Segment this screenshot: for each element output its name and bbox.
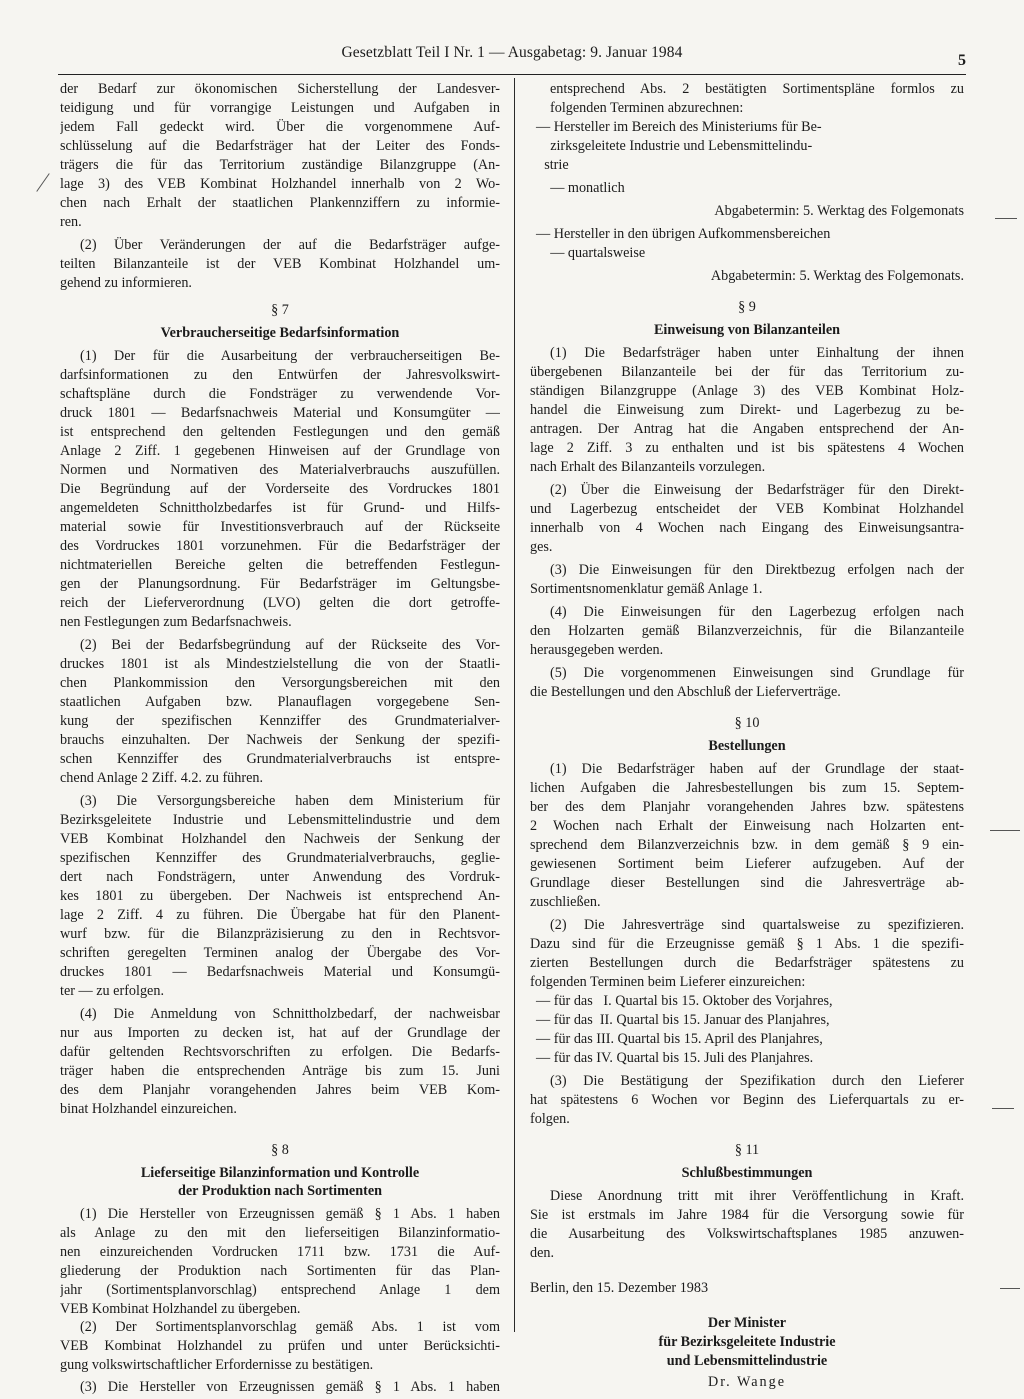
left-text-line: wurf bzw. für die Bilanzpräzisierung zu den in Rechtsvor- — [60, 926, 500, 942]
right-text-line: folgen. — [530, 1111, 570, 1127]
left-text-line: des dem Planjahr vorangehenden Jahres beim VEB Kom- — [60, 1082, 500, 1098]
margin-mark — [36, 173, 49, 192]
right-text-line: gewiesenen Sortiment beim Lieferer aufzugeben. Auf der — [530, 856, 964, 872]
right-text-line: — quartalsweise — [536, 245, 646, 261]
left-text-line: als Anlage zu den mit den lieferseitigen Bilanzinformatio- — [60, 1225, 500, 1241]
left-text-line: binat Holzhandel einzureichen. — [60, 1101, 237, 1117]
left-text-line: reich der Lieferverordnung (LVO) gelten die dort getroffe- — [60, 595, 500, 611]
right-text-line: 2 Wochen nach Erhalt der Einweisung nach Holzarten ent- — [530, 818, 964, 834]
left-text-line: gung volkswirtschaftlicher Erfordernisse zu bestätigen. — [60, 1357, 374, 1373]
left-text-line: kes 1801 zu übergeben. Der Nachweis ist entsprechend An- — [60, 888, 500, 904]
page-header — [58, 38, 966, 75]
left-text-line: nur aus Importen zu decken ist, hat auf der Grundlage der — [60, 1025, 500, 1041]
left-text-line: gliederung der Produktion nach Sortimenten für das Plan- — [60, 1263, 500, 1279]
right-text-line: ständigen Bilanzgruppe (Anlage 3) des VEB Kombinat Holz- — [530, 383, 964, 399]
left-text-line: der Produktion nach Sortimenten — [177, 1183, 383, 1199]
left-text-line: (2) Bei der Bedarfsbegründung auf der Rückseite des Vor- — [80, 637, 500, 653]
right-text-line: handel die Einweisung zum Direkt- und Lagerbezug zu be- — [530, 402, 964, 418]
left-text-line: teidigung und für vorrangige Leistungen und Aufgaben in — [60, 100, 500, 116]
right-text-line: für Bezirksgeleitete Industrie — [658, 1334, 836, 1350]
left-text-line: (4) Die Anmeldung von Schnittholzbedarf, der nachweisbar — [80, 1006, 500, 1022]
left-text-line: staatlichen Aufgaben bzw. Planauflagen vorgegebene Sen- — [60, 694, 500, 710]
right-text-line: nach Erhalt des Bilanzanteils vorzulegen. — [530, 459, 766, 475]
left-text-line: VEB Kombinat Holzhandel zu übergeben. — [60, 1301, 301, 1317]
left-text-line: nichtmateriellen Bereiche gelten die betreffenden Festlegun- — [60, 557, 500, 573]
left-text-line: chend Anlage 2 Ziff. 4.2. zu führen. — [60, 770, 264, 786]
left-text-line: druckes 1801 — Bedarfsnachweis Material und Konsumgü- — [60, 964, 500, 980]
left-text-line: nen einzureichenden Vordrucken 1711 bzw. 1731 die Auf- — [60, 1244, 500, 1260]
right-text-line: entsprechend Abs. 2 bestätigten Sortimentspläne formlos zu — [550, 81, 964, 97]
margin-mark — [1000, 1288, 1020, 1289]
right-text-line: § 11 — [734, 1142, 760, 1158]
right-text-line: — für das IV. Quartal bis 15. Juli des Planjahres. — [536, 1050, 814, 1066]
left-text-line: Die Begründung auf der Vorderseite des Vordruckes 1801 — [60, 481, 500, 497]
right-text-line: sprechend dem Bilanzverzeichnis bzw. in dem gemäß § 9 ein- — [530, 837, 964, 853]
left-text-line: gen der Planungsordnung. Für Bedarfsträger im Geltungsbe- — [60, 576, 500, 592]
left-text-line: lage 3) des VEB Kombinat Holzhandel innerhalb von 2 Wo- — [60, 176, 500, 192]
left-text-line: spezifischen Kennziffer des Grundmaterialverbrauchs, geglie- — [60, 850, 500, 866]
left-text-line: des Vordruckes 1801 vorzunehmen. Für die Bedarfsträger der — [60, 538, 500, 554]
right-text-line: (5) Die vorgenommenen Einweisungen sind Grundlage für — [550, 665, 964, 681]
left-text-line: ist entsprechend den geltenden Festlegungen und den gemäß — [60, 424, 500, 440]
right-text-line: — für das III. Quartal bis 15. April des Planjahres, — [536, 1031, 823, 1047]
right-text-line: ber des dem Planjahr vorangehenden Jahres bzw. spätestens — [530, 799, 964, 815]
left-text-line: Verbraucherseitige Bedarfsinformation — [160, 325, 400, 341]
right-text-line: und Lagerbezug entscheidet der VEB Kombinat Holzhandel — [530, 501, 964, 517]
left-text-line: Anlage 2 Ziff. 1 gegebenen Hinweisen auf der Grundlage von — [60, 443, 500, 459]
right-text-line: (4) Die Einweisungen für den Lagerbezug erfolgen nach — [550, 604, 964, 620]
right-text-line: übergebenen Bilanzanteile bei der für das Territorium zu- — [530, 364, 964, 380]
right-text-line: — Hersteller in den übrigen Aufkommensbereichen — [536, 226, 831, 242]
right-text-line: zirksgeleitete Industrie und Lebensmittelindu- — [536, 138, 813, 154]
left-text-line: schlüsselung auf die Bedarfsträger hat der Leiter des Fonds- — [60, 138, 500, 154]
left-text-line: (3) Die Hersteller von Erzeugnissen gemäß § 1 Abs. 1 haben — [80, 1379, 500, 1395]
right-text-line: (3) Die Einweisungen für den Direktbezug erfolgen nach der — [550, 562, 964, 578]
right-text-line: Diese Anordnung tritt mit ihrer Veröffentlichung in Kraft. — [550, 1188, 964, 1204]
right-text-line: den. — [530, 1245, 555, 1261]
left-text-line: § 8 — [271, 1142, 289, 1158]
left-text-line: der Bedarf zur ökonomischen Sicherstellung der Landesver- — [60, 81, 500, 97]
left-text-line: lage 2 Ziff. 4 zu führen. Die Übergabe hat für den Planent- — [60, 907, 500, 923]
left-text-line: dafür geltenden Rechtsvorschriften zu erfolgen. Die Bedarfs- — [60, 1044, 500, 1060]
right-text-line: zuschließen. — [530, 894, 601, 910]
right-text-line: Berlin, den 15. Dezember 1983 — [530, 1280, 709, 1296]
column-divider — [514, 78, 515, 1332]
left-text-line: jedem Fall gedeckt wird. Über die vorgenommene Auf- — [60, 119, 500, 135]
right-text-line: Schlußbestimmungen — [681, 1165, 813, 1181]
header-title: Gesetzblatt Teil I Nr. 1 — Ausgabetag: 9. Januar 1984 — [341, 44, 683, 61]
right-text-line: die Bestellungen und den Abschluß der Lieferverträge. — [530, 684, 841, 700]
left-text-line: chen Plankommission den Versorgungsbereichen mit den — [60, 675, 500, 691]
left-text-line: teilten Bilanzanteile ist der VEB Kombinat Holzhandel um- — [60, 256, 500, 272]
right-text-line: folgenden Terminen abzurechnen: — [550, 100, 744, 116]
left-text-line: trägers die für das Territorium zuständige Bilanzgruppe (An- — [60, 157, 500, 173]
right-text-line: folgenden Terminen beim Lieferer einzureichen: — [530, 974, 806, 990]
left-text-line: druck 1801 — Bedarfsnachweis Material und Konsumgüter — — [60, 405, 500, 421]
margin-mark — [990, 830, 1020, 831]
right-text-line: (2) Die Jahresverträge sind quartalsweise zu spezifizieren. — [550, 917, 964, 933]
right-text-line: zierten Bestellungen durch die Bedarfsträger spätestens zu — [530, 955, 964, 971]
left-text-line: angemeldeten Schnittholzbedarfes ist für Grund- und Hilfs- — [60, 500, 500, 516]
right-text-line: lage 2 Ziff. 3 zu enthalten und ist bis spätestens 4 Wochen — [530, 440, 964, 456]
right-text-line: Grundlage dieser Bestellungen sind die Jahresverträge ab- — [530, 875, 964, 891]
right-text-line: herausgegeben werden. — [530, 642, 664, 658]
left-text-line: (2) Der Sortimentsplanvorschlag gemäß Abs. 1 ist vom — [80, 1319, 500, 1335]
right-text-line: — für das I. Quartal bis 15. Oktober des Vorjahres, — [536, 993, 833, 1009]
left-text-line: jahr (Sortimentsplanvorschlag) entsprechend Anlage 1 dem — [60, 1282, 500, 1298]
right-text-line: Dazu sind für die Erzeugnisse gemäß § 1 Abs. 1 die spezifi- — [530, 936, 964, 952]
left-text-line: nen Festlegungen zum Bedarfsnachweis. — [60, 614, 292, 630]
left-text-line: schen Kennziffer des Grundmaterialverbrauchs ist entspre- — [60, 751, 500, 767]
left-text-line: schaftspläne durch die Fondsträger zu verwendende Vor- — [60, 386, 500, 402]
right-text-line: Einweisung von Bilanzanteilen — [653, 322, 841, 338]
page-number: 5 — [958, 52, 966, 69]
left-text-line: ren. — [60, 214, 82, 230]
left-text-line: § 7 — [271, 302, 289, 318]
right-text-line: § 9 — [738, 299, 756, 315]
left-text-line: (3) Die Versorgungsbereiche haben dem Ministerium für — [80, 793, 500, 809]
left-text-line: (2) Über Veränderungen der auf die Bedarfsträger aufge- — [80, 237, 500, 253]
right-text-line: Abgabetermin: 5. Werktag des Folgemonats. — [710, 268, 964, 284]
left-text-line: material sowie für Investitionsverbrauch auf der Rückseite — [60, 519, 500, 535]
left-text-line: ter — zu erfolgen. — [60, 983, 164, 999]
left-text-line: brauchs einzuhalten. Der Nachweis der Senkung der spezifi- — [60, 732, 500, 748]
right-text-line: — monatlich — [536, 180, 625, 196]
margin-mark — [992, 1108, 1014, 1109]
left-text-line: dert nach Fondsträgern, unter Anwendung des Vordruk- — [60, 869, 500, 885]
right-text-line: (1) Die Bedarfsträger haben unter Einhaltung der ihnen — [550, 345, 964, 361]
right-text-line: die Ausarbeitung des Volkswirtschaftsplanes 1985 anzuwen- — [530, 1226, 964, 1242]
right-text-line: (1) Die Bedarfsträger haben auf der Grundlage der staat- — [550, 761, 964, 777]
right-text-line: (3) Die Bestätigung der Spezifikation durch den Lieferer — [550, 1073, 964, 1089]
right-text-line: lichen Aufgaben die Jahresbestellungen bis zum 15. Septem- — [530, 780, 964, 796]
right-text-line: den Holzarten gemäß Bilanzverzeichnis, für die Bilanzanteile — [530, 623, 964, 639]
margin-mark — [995, 218, 1017, 219]
left-text-line: darfsinformationen zu den Entwürfen der Jahresvolkswirt- — [60, 367, 500, 383]
left-text-line: gehend zu informieren. — [60, 275, 192, 291]
left-text-line: (1) Die Hersteller von Erzeugnissen gemäß § 1 Abs. 1 haben — [80, 1206, 500, 1222]
right-text-line: antragen. Der Antrag hat die Angaben entsprechend der An- — [530, 421, 964, 437]
right-text-line: Dr. Wange — [707, 1374, 787, 1390]
right-text-line: Bestellungen — [708, 738, 786, 754]
left-text-line: schriften geregelten Terminen analog der Übergabe des Vor- — [60, 945, 500, 961]
left-text-line: VEB Kombinat Holzhandel den Nachweis der Senkung der — [60, 831, 500, 847]
right-text-line: ges. — [530, 539, 553, 555]
right-text-line: Sortimentsnomenklatur gemäß Anlage 1. — [530, 581, 763, 597]
right-text-line: strie — [530, 157, 569, 173]
left-text-line: Lieferseitige Bilanzinformation und Kontrolle — [140, 1165, 420, 1181]
left-text-line: träger haben die entsprechenden Anträge bis zum 15. Juni — [60, 1063, 500, 1079]
left-text-line: Bezirksgeleitete Industrie und Lebensmittelindustrie und dem — [60, 812, 500, 828]
right-text-line: § 10 — [734, 715, 760, 731]
right-text-line: innerhalb von 4 Wochen nach Eingang des Einweisungsantra- — [530, 520, 964, 536]
left-text-line: kung der spezifischen Kennziffer des Grundmaterialver- — [60, 713, 500, 729]
right-text-line: und Lebensmittelindustrie — [666, 1353, 828, 1369]
left-text-line: druckes 1801 ist als Mindestzielstellung die von der Staatli- — [60, 656, 500, 672]
right-text-line: — für das II. Quartal bis 15. Januar des Planjahres, — [536, 1012, 830, 1028]
right-text-line: hat spätestens 6 Wochen vor Beginn des Lieferquartals zu er- — [530, 1092, 964, 1108]
left-text-line: chen nach Erhalt der staatlichen Plankennziffern zu informie- — [60, 195, 500, 211]
left-text-line: (1) Der für die Ausarbeitung der verbraucherseitigen Be- — [80, 348, 500, 364]
right-text-line: Abgabetermin: 5. Werktag des Folgemonats — [714, 203, 964, 219]
right-text-line: (2) Über die Einweisung der Bedarfsträger für den Direkt- — [550, 482, 964, 498]
right-text-line: Der Minister — [707, 1315, 787, 1331]
right-text-line: — Hersteller im Bereich des Ministeriums für Be- — [536, 119, 822, 135]
left-text-line: VEB Kombinat Holzhandel zu prüfen und unter Berücksichti- — [60, 1338, 500, 1354]
left-text-line: Normen und Normativen des Materialverbrauchs auszufüllen. — [60, 462, 500, 478]
right-text-line: Sie ist erstmals im Jahre 1984 für die Versorgung sowie für — [530, 1207, 964, 1223]
